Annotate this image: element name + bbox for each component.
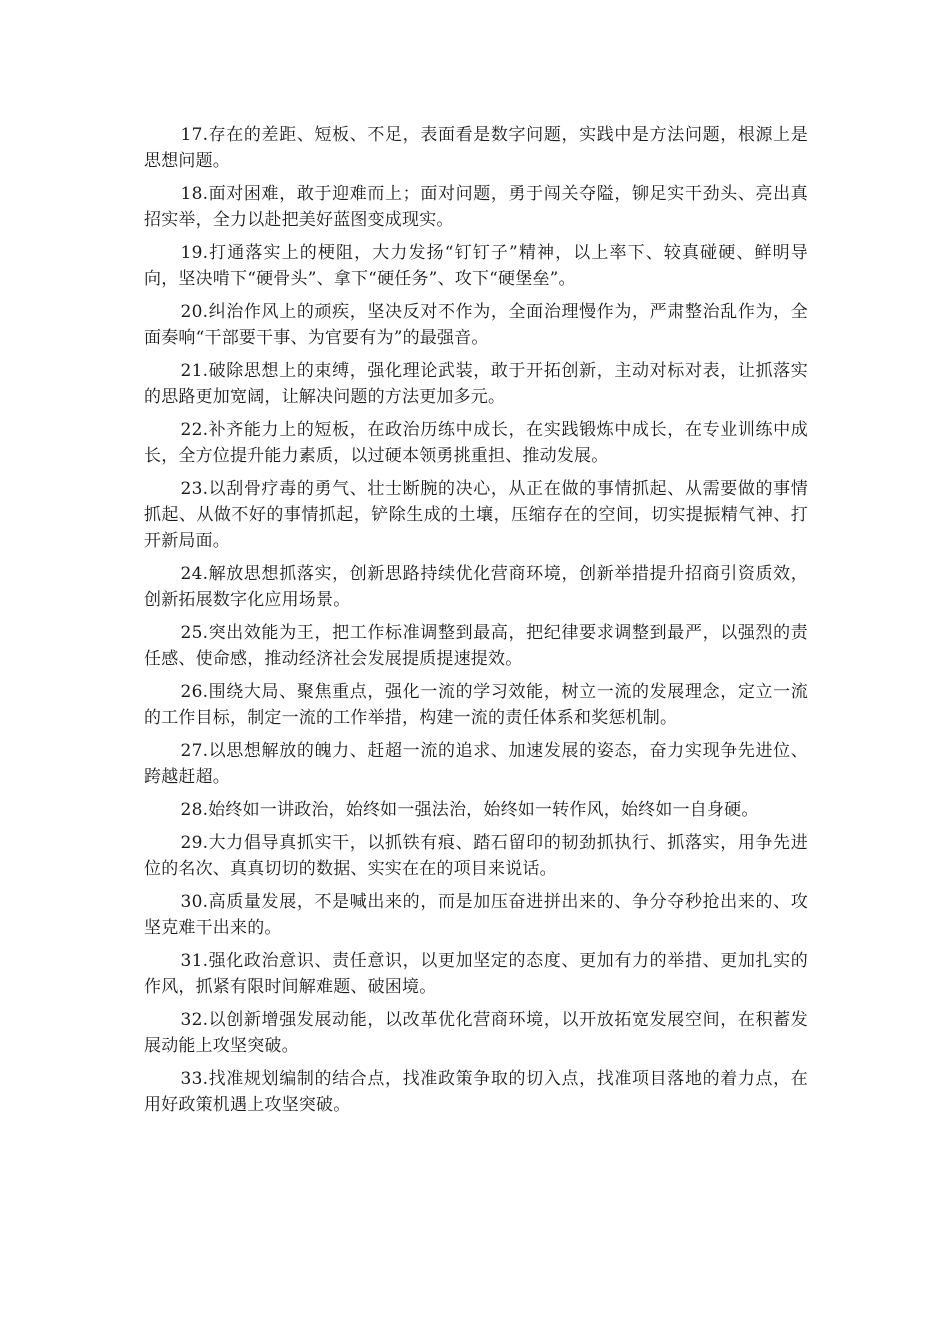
paragraph-28: 28.始终如一讲政治，始终如一强法治，始终如一转作风，始终如一自身硬。 (180, 800, 759, 820)
paragraph-27: 27.以思想解放的魄力、赶超一流的追求、加速发展的姿态，奋力实现争先进位、跨越赶超。 (144, 741, 808, 787)
document-body (144, 122, 808, 1125)
paragraph-22: 22.补齐能力上的短板，在政治历练中成长，在实践锻炼中成长，在专业训练中成长，全方位提升能力素质，以过硬本领勇挑重担、推动发展。 (144, 420, 808, 466)
paragraph-23: 23.以刮骨疗毒的勇气、壮士断腕的决心，从正在做的事情抓起、从需要做的事情抓起、从做不好的事情抓起，铲除生成的土壤，压缩存在的空间，切实提振精气神、打开新局面。 (144, 479, 808, 551)
paragraph-18: 18.面对困难，敢于迎难而上；面对问题，勇于闯关夺隘，铆足实干劲头、亮出真招实举，全力以赴把美好蓝图变成现实。 (144, 184, 808, 230)
paragraph-33: 33.找准规划编制的结合点，找准政策争取的切入点，找准项目落地的着力点，在用好政策机遇上攻坚突破。 (144, 1069, 808, 1115)
paragraph-24: 24.解放思想抓落实，创新思路持续优化营商环境，创新举措提升招商引资质效，创新拓展数字化应用场景。 (144, 564, 808, 610)
paragraph-25: 25.突出效能为王，把工作标准调整到最高，把纪律要求调整到最严，以强烈的责任感、使命感，推动经济社会发展提质提速提效。 (144, 623, 808, 669)
paragraph-21: 21.破除思想上的束缚，强化理论武装，敢于开拓创新，主动对标对表，让抓落实的思路更加宽阔，让解决问题的方法更加多元。 (144, 361, 808, 407)
paragraph-17: 17.存在的差距、短板、不足，表面看是数字问题，实践中是方法问题，根源上是思想问题。 (144, 125, 808, 171)
paragraph-32: 32.以创新增强发展动能，以改革优化营商环境，以开放拓宽发展空间，在积蓄发展动能上攻坚突破。 (144, 1010, 808, 1056)
paragraph-31: 31.强化政治意识、责任意识，以更加坚定的态度、更加有力的举措、更加扎实的作风，抓紧有限时间解难题、破困境。 (144, 951, 808, 997)
paragraph-29: 29.大力倡导真抓实干，以抓铁有痕、踏石留印的韧劲抓执行、抓落实，用争先进位的名次、真真切切的数据、实实在在的项目来说话。 (144, 833, 808, 879)
paragraph-20: 20.纠治作风上的顽疾，坚决反对不作为，全面治理慢作为，严肃整治乱作为，全面奏响“干部要干事、为官要有为”的最强音。 (144, 302, 808, 348)
paragraph-26: 26.围绕大局、聚焦重点，强化一流的学习效能，树立一流的发展理念，定立一流的工作目标，制定一流的工作举措，构建一流的责任体系和奖惩机制。 (144, 682, 808, 728)
paragraph-30: 30.高质量发展，不是喊出来的，而是加压奋进拼出来的、争分夺秒抢出来的、攻坚克难干出来的。 (144, 892, 808, 938)
paragraph-19: 19.打通落实上的梗阻，大力发扬“钉钉子”精神，以上率下、较真碰硬、鲜明导向，坚决啃下“硬骨头”、拿下“硬任务”、攻下“硬堡垒”。 (144, 243, 808, 289)
